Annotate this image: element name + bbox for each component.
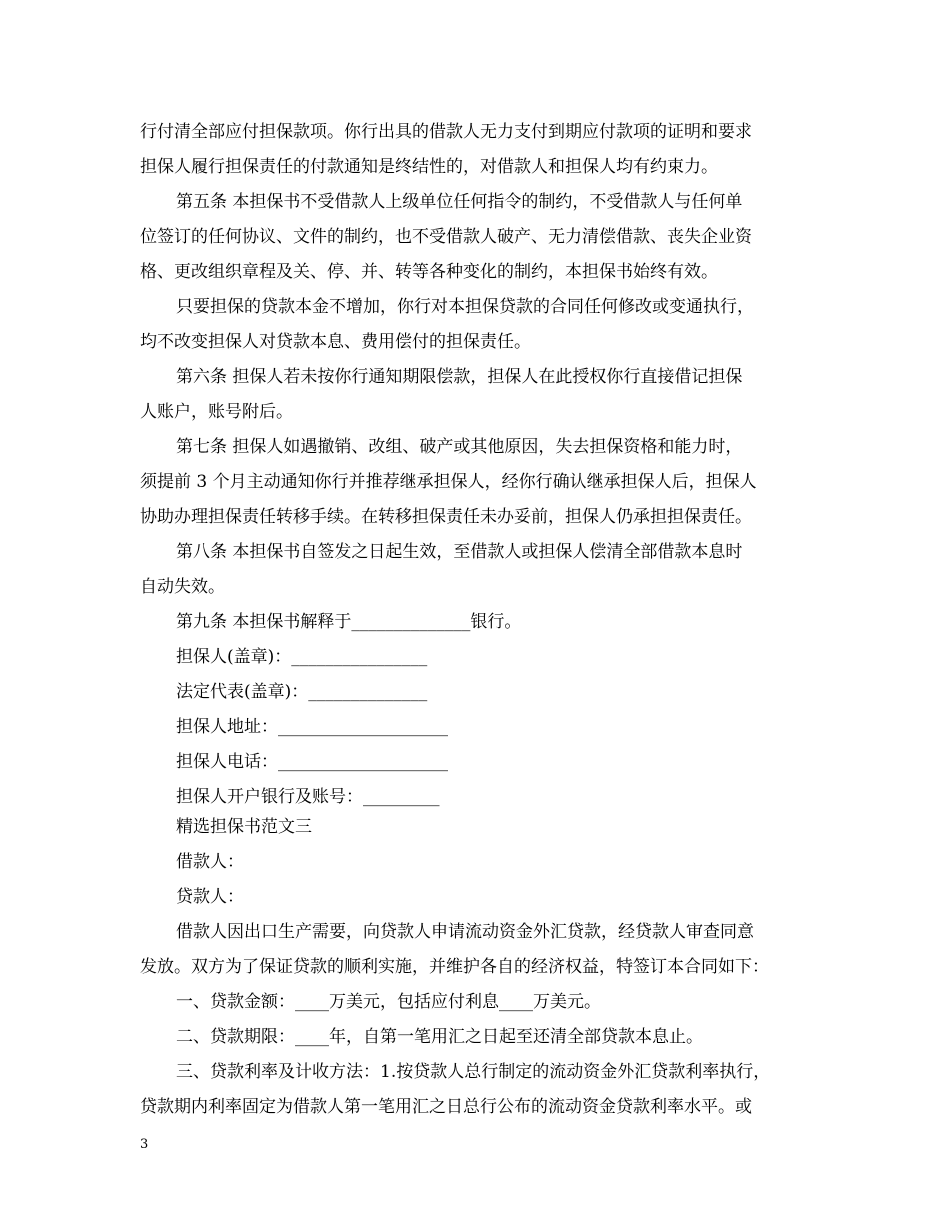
text-line: 人账户，账号附后。 (140, 402, 293, 422)
text-line: 只要担保的贷款本金不增加，你行对本担保贷款的合同任何修改或变通执行， (176, 297, 754, 317)
guarantor-bank-account-field: 担保人开户银行及账号：_________ (176, 787, 440, 807)
guarantor-phone-field: 担保人电话：____________________ (176, 752, 448, 772)
text-line: 贷款期内利率固定为借款人第一笔用汇之日总行公布的流动资金贷款利率水平。或 (140, 1097, 752, 1117)
text-line: 担保人履行担保责任的付款通知是终结性的，对借款人和担保人均有约束力。 (140, 157, 718, 177)
text-line: 须提前 3 个月主动通知你行并推荐继承担保人，经你行确认继承担保人后，担保人 (140, 472, 757, 492)
article-7-line: 第七条 担保人如遇撤销、改组、破产或其他原因，失去担保资格和能力时， (176, 437, 743, 457)
interest-rate-clause: 三、贷款利率及计收方法：1.按贷款人总行制定的流动资金外汇贷款利率执行， (176, 1062, 771, 1082)
legal-representative-field: 法定代表(盖章)：______________ (176, 682, 428, 702)
text-line: 自动失效。 (140, 577, 225, 597)
article-5-line: 第五条 本担保书不受借款人上级单位任何指令的制约，不受借款人与任何单 (176, 192, 743, 212)
article-9-line: 第九条 本担保书解释于______________银行。 (176, 612, 522, 632)
borrower-field: 借款人： (176, 852, 244, 872)
text-line: 行付清全部应付担保款项。你行出具的借款人无力支付到期应付款项的证明和要求 (140, 122, 752, 142)
text-line: 格、更改组织章程及关、停、并、转等各种变化的制约，本担保书始终有效。 (140, 262, 718, 282)
lender-field: 贷款人： (176, 887, 244, 907)
guarantor-address-field: 担保人地址：____________________ (176, 717, 448, 737)
section-heading: 精选担保书范文三 (176, 817, 312, 837)
article-6-line: 第六条 担保人若未按你行通知期限偿款，担保人在此授权你行直接借记担保 (176, 367, 743, 387)
text-line: 协助办理担保责任转移手续。在转移担保责任未办妥前，担保人仍承担担保责任。 (140, 507, 752, 527)
loan-term-clause: 二、贷款期限：____年，自第一笔用汇之日起至还清全部贷款本息止。 (176, 1027, 703, 1047)
text-line: 均不改变担保人对贷款本息、费用偿付的担保责任。 (140, 332, 531, 352)
text-line: 位签订的任何协议、文件的制约，也不受借款人破产、无力清偿借款、丧失企业资 (140, 227, 752, 247)
article-8-line: 第八条 本担保书自签发之日起生效，至借款人或担保人偿清全部借款本息时 (176, 542, 743, 562)
loan-amount-clause: 一、贷款金额：____万美元，包括应付利息____万美元。 (176, 992, 601, 1012)
text-line: 发放。双方为了保证贷款的顺利实施，并维护各自的经济权益，特签订本合同如下： (140, 957, 769, 977)
guarantor-seal-field: 担保人(盖章)：________________ (176, 647, 428, 667)
text-line: 借款人因出口生产需要，向贷款人申请流动资金外汇贷款，经贷款人审查同意 (176, 922, 754, 942)
page-number: 3 (140, 1137, 149, 1152)
